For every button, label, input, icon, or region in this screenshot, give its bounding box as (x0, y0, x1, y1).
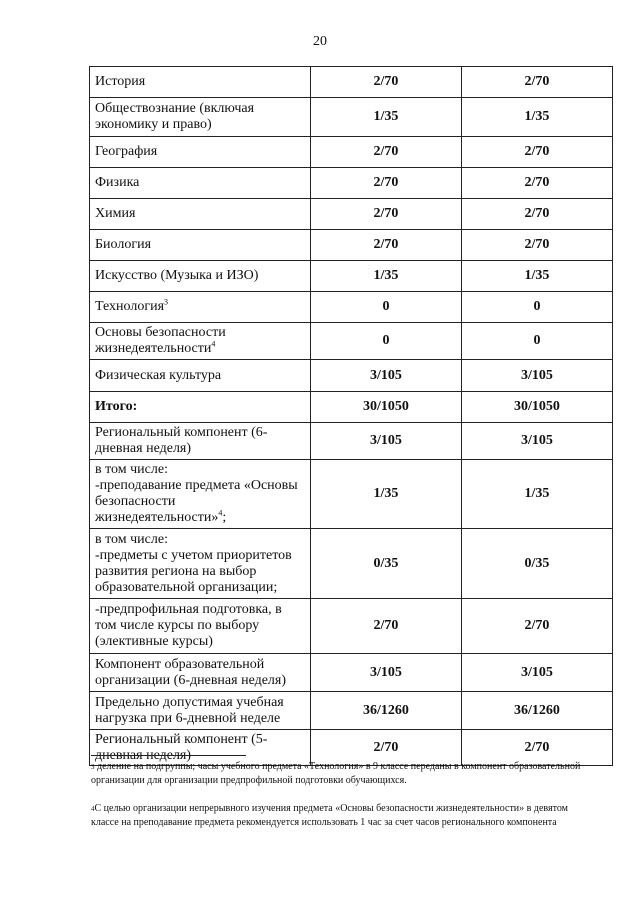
table-row (90, 199, 613, 230)
hours-cell-col1: 1/35 (311, 460, 462, 529)
hours-cell-col1: 2/70 (311, 730, 462, 766)
subject-name-cell (90, 529, 311, 599)
table-row (90, 392, 613, 423)
hours-cell-col1: 2/70 (311, 67, 462, 98)
table-row (90, 460, 613, 529)
footnote-4-mark: 4 (91, 805, 95, 813)
table-row (90, 323, 613, 360)
hours-cell-col1: 2/70 (311, 230, 462, 261)
subject-name-text: География (95, 144, 158, 159)
footnote-3-text: деление на подгруппы; часы учебного предмета «Технология» в 9 классе переданы в компонент образовательной организации для организации предпрофильной подготовки обучающихся. (91, 761, 581, 786)
table-row (90, 137, 613, 168)
hours-cell-col2: 2/70 (462, 230, 613, 261)
hours-cell-col1: 3/105 (311, 360, 462, 392)
hours-cell-col2: 2/70 (462, 599, 613, 654)
table-row (90, 168, 613, 199)
hours-cell-col2: 1/35 (462, 261, 613, 292)
table-row (90, 654, 613, 692)
footnote-4 (91, 802, 581, 830)
page-number: 20 (313, 34, 327, 49)
hours-cell-col2: 30/1050 (462, 392, 613, 423)
subject-name-text: Физика (95, 175, 140, 190)
table-row (90, 692, 613, 730)
hours-cell-col2: 2/70 (462, 137, 613, 168)
hours-cell-col2: 2/70 (462, 168, 613, 199)
hours-cell-col1: 36/1260 (311, 692, 462, 730)
subject-name-cell (90, 137, 311, 168)
table-row (90, 292, 613, 323)
footnote-4-text: С целью организации непрерывного изучения предмета «Основы безопасности жизнедеятельности» в девятом классе на преподавание предмета рекомендуется использовать 1 час за счет часов регионального компонента (91, 803, 568, 828)
subject-name-cell (90, 292, 311, 323)
hours-cell-col2: 1/35 (462, 460, 613, 529)
subject-name-cell (90, 323, 311, 360)
subject-name-text: Технология (95, 299, 165, 314)
hours-cell-col2: 1/35 (462, 98, 613, 137)
subject-name-text: Итого: (95, 399, 138, 414)
curriculum-table (89, 66, 613, 766)
subject-name-cell (90, 599, 311, 654)
table-row (90, 423, 613, 460)
footnote-3 (91, 760, 581, 788)
hours-cell-col1: 3/105 (311, 654, 462, 692)
hours-cell-col1: 2/70 (311, 199, 462, 230)
hours-cell-col1: 30/1050 (311, 392, 462, 423)
footnote-3-mark: 3 (91, 763, 95, 771)
hours-cell-col2: 3/105 (462, 423, 613, 460)
subject-name-text: Предельно допустимая учебная нагрузка при 6-дневной неделе (95, 694, 284, 726)
subject-name-cell (90, 67, 311, 98)
subject-name-cell (90, 423, 311, 460)
footnote-ref: 3 (164, 297, 169, 307)
subject-name-cell (90, 654, 311, 692)
subject-name-text: Биология (95, 237, 152, 252)
footnote-ref: 4 (211, 339, 216, 349)
hours-cell-col1: 1/35 (311, 98, 462, 137)
hours-cell-col1: 0 (311, 323, 462, 360)
table-row (90, 529, 613, 599)
subject-name-cell (90, 98, 311, 137)
hours-cell-col1: 0 (311, 292, 462, 323)
hours-cell-col2: 2/70 (462, 199, 613, 230)
subject-name-text: Региональный компонент (5-дневная неделя) (95, 731, 268, 763)
subject-name-text: Обществознание (включая экономику и право) (95, 101, 255, 132)
hours-cell-col1: 0/35 (311, 529, 462, 599)
footnote-ref: 4 (218, 508, 223, 518)
table-row (90, 360, 613, 392)
subject-name-text: -предметы с учетом приоритетов развития региона на выбор образовательной организации; (95, 547, 292, 595)
subject-name-text: Искусство (Музыка и ИЗО) (95, 268, 259, 283)
hours-cell-col2: 3/105 (462, 360, 613, 392)
subject-name-text: Химия (95, 206, 136, 221)
table-row (90, 67, 613, 98)
subject-name-cell (90, 692, 311, 730)
table-row (90, 599, 613, 654)
subject-name-cell (90, 230, 311, 261)
hours-cell-col1: 2/70 (311, 137, 462, 168)
hours-cell-col2: 2/70 (462, 730, 613, 766)
subject-name-cell (90, 168, 311, 199)
subject-name-text: в том числе: (95, 531, 168, 547)
hours-cell-col2: 0 (462, 323, 613, 360)
hours-cell-col1: 1/35 (311, 261, 462, 292)
curriculum-table-body (90, 67, 613, 766)
subject-name-text: Компонент образовательной организации (6-дневная неделя) (95, 656, 287, 688)
subject-name-cell (90, 460, 311, 529)
hours-cell-col1: 2/70 (311, 168, 462, 199)
subject-name-text: Физическая культура (95, 367, 222, 383)
table-row (90, 98, 613, 137)
subject-name-text: -предпрофильная подготовка, в том числе курсы по выбору (элективные курсы) (95, 602, 282, 649)
table-row (90, 230, 613, 261)
table-row (90, 261, 613, 292)
subject-name-cell (90, 199, 311, 230)
subject-name-text: в том числе: (95, 462, 168, 477)
subject-name-text: История (95, 74, 146, 89)
hours-cell-col2: 2/70 (462, 67, 613, 98)
hours-cell-col2: 0 (462, 292, 613, 323)
subject-name-suffix: ; (222, 510, 227, 525)
subject-name-cell (90, 392, 311, 423)
hours-cell-col1: 3/105 (311, 423, 462, 460)
subject-name-cell (90, 360, 311, 392)
subject-name-text: Региональный компонент (6-дневная неделя) (95, 425, 268, 456)
hours-cell-col2: 3/105 (462, 654, 613, 692)
subject-name-text: -преподавание предмета «Основы безопасности жизнедеятельности» (95, 478, 298, 525)
hours-cell-col2: 36/1260 (462, 692, 613, 730)
subject-name-text: Основы безопасности жизнедеятельности (95, 325, 226, 356)
subject-name-cell (90, 261, 311, 292)
hours-cell-col1: 2/70 (311, 599, 462, 654)
footnote-divider (91, 755, 246, 756)
hours-cell-col2: 0/35 (462, 529, 613, 599)
